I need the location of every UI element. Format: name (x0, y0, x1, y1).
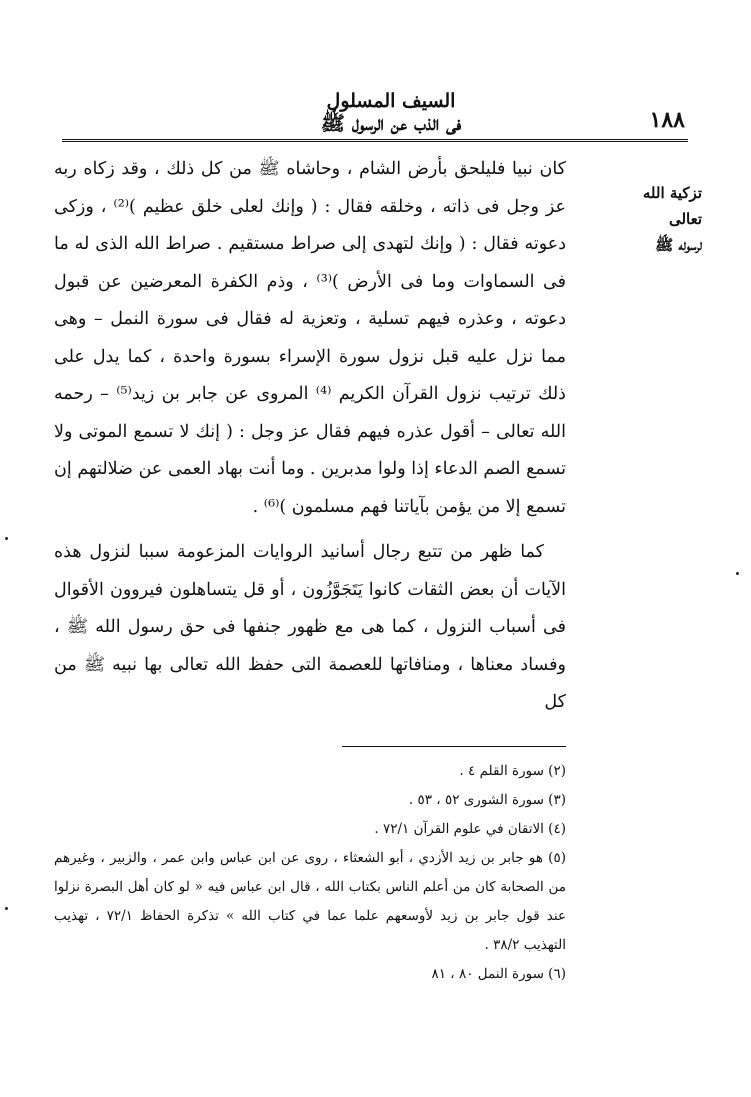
footnote: (٣) سورة الشورى ٥٢ ، ٥٣ . (408, 792, 566, 808)
scan-mark (736, 572, 739, 575)
footnote: (٢) سورة القلم ٤ . (459, 763, 566, 779)
header-title-line1: السيف المسلول (326, 90, 456, 112)
margin-note-line2: لرسوله ﷺ (655, 236, 702, 254)
footnote: (٦) سورة النمل ٨٠ ، ٨١ (431, 966, 566, 982)
page-number: ١٨٨ (649, 107, 685, 133)
header-title-line2: فى الذب عن الرسول ﷺ (320, 111, 462, 135)
running-header (276, 90, 506, 134)
margin-note (620, 180, 702, 258)
footnotes (54, 757, 566, 989)
footnote: (٥) هو جابر بن زيد الأزدي ، أبو الشعثاء ، روى عن ابن عباس وابن عمر ، والزبير ، وغيرهم من الصحابة كان من أعلم الناس بكتاب الله ، قال ابن عباس فيه « لو كان أهل البصرة نزلوا عند قول جابر بن زيد لأوسعهم علما عما في كتاب الله » تذكرة الحفاظ ٧٢/١ ، تهذيب التهذيب ٣٨/٢ . (54, 850, 566, 953)
main-text (54, 151, 566, 722)
header-divider (62, 139, 688, 142)
scan-mark (5, 907, 8, 910)
paragraph: كان نبيا فليلحق بأرض الشام ، وحاشاه ﷺ من كل ذلك ، وقد زكاه ربه عز وجل فى ذاته ، وخلقه فقال : ( وإنك لعلى خلق عظيم )⁽²⁾ ، وزكى دعوته فقال : ( وإنك لتهدى إلى صراط مستقيم . صراط الله الذى له ما فى السماوات وما فى الأرض )⁽³⁾ ، وذم الكفرة المعرضين عن قبول دعوته ، وعذره فيهم تسلية ، وتعزية له فقال فى سورة النمل – وهى مما نزل عليه قبل نزول سورة الإسراء بسورة واحدة ، كما يدل على ذلك ترتيب نزول القرآن الكريم ⁽⁴⁾ المروى عن جابر بن زيد⁽⁵⁾ – رحمه الله تعالى – أقول عذره فيهم فقال عز وجل : ( إنك لا تسمع الموتى ولا تسمع الصم الدعاء إذا ولوا مدبرين . وما أنت بهاد العمى عن ضلالتهم إن تسمع إلا من يؤمن بآياتنا فهم مسلمون )⁽⁶⁾ . (54, 159, 566, 517)
scan-mark (5, 537, 8, 540)
footnote-divider (342, 746, 566, 747)
footnote: (٤) الاتقان في علوم القرآن ٧٢/١ . (374, 821, 566, 837)
margin-note-line1: تزكية الله تعالى (642, 184, 702, 228)
paragraph: كما ظهر من تتبع رجال أسانيد الروايات المزعومة سببا لنزول هذه الآيات أن بعض الثقات كانوا يَتَجَوَّزُون ، أو قل يتساهلون فيروون الأقوال فى أسباب النزول ، كما هى مع ظهور جنفها فى حق رسول الله ﷺ ، وفساد معناها ، ومنافاتها للعصمة التى حفظ الله تعالى بها نبيه ﷺ من كل (54, 542, 566, 712)
